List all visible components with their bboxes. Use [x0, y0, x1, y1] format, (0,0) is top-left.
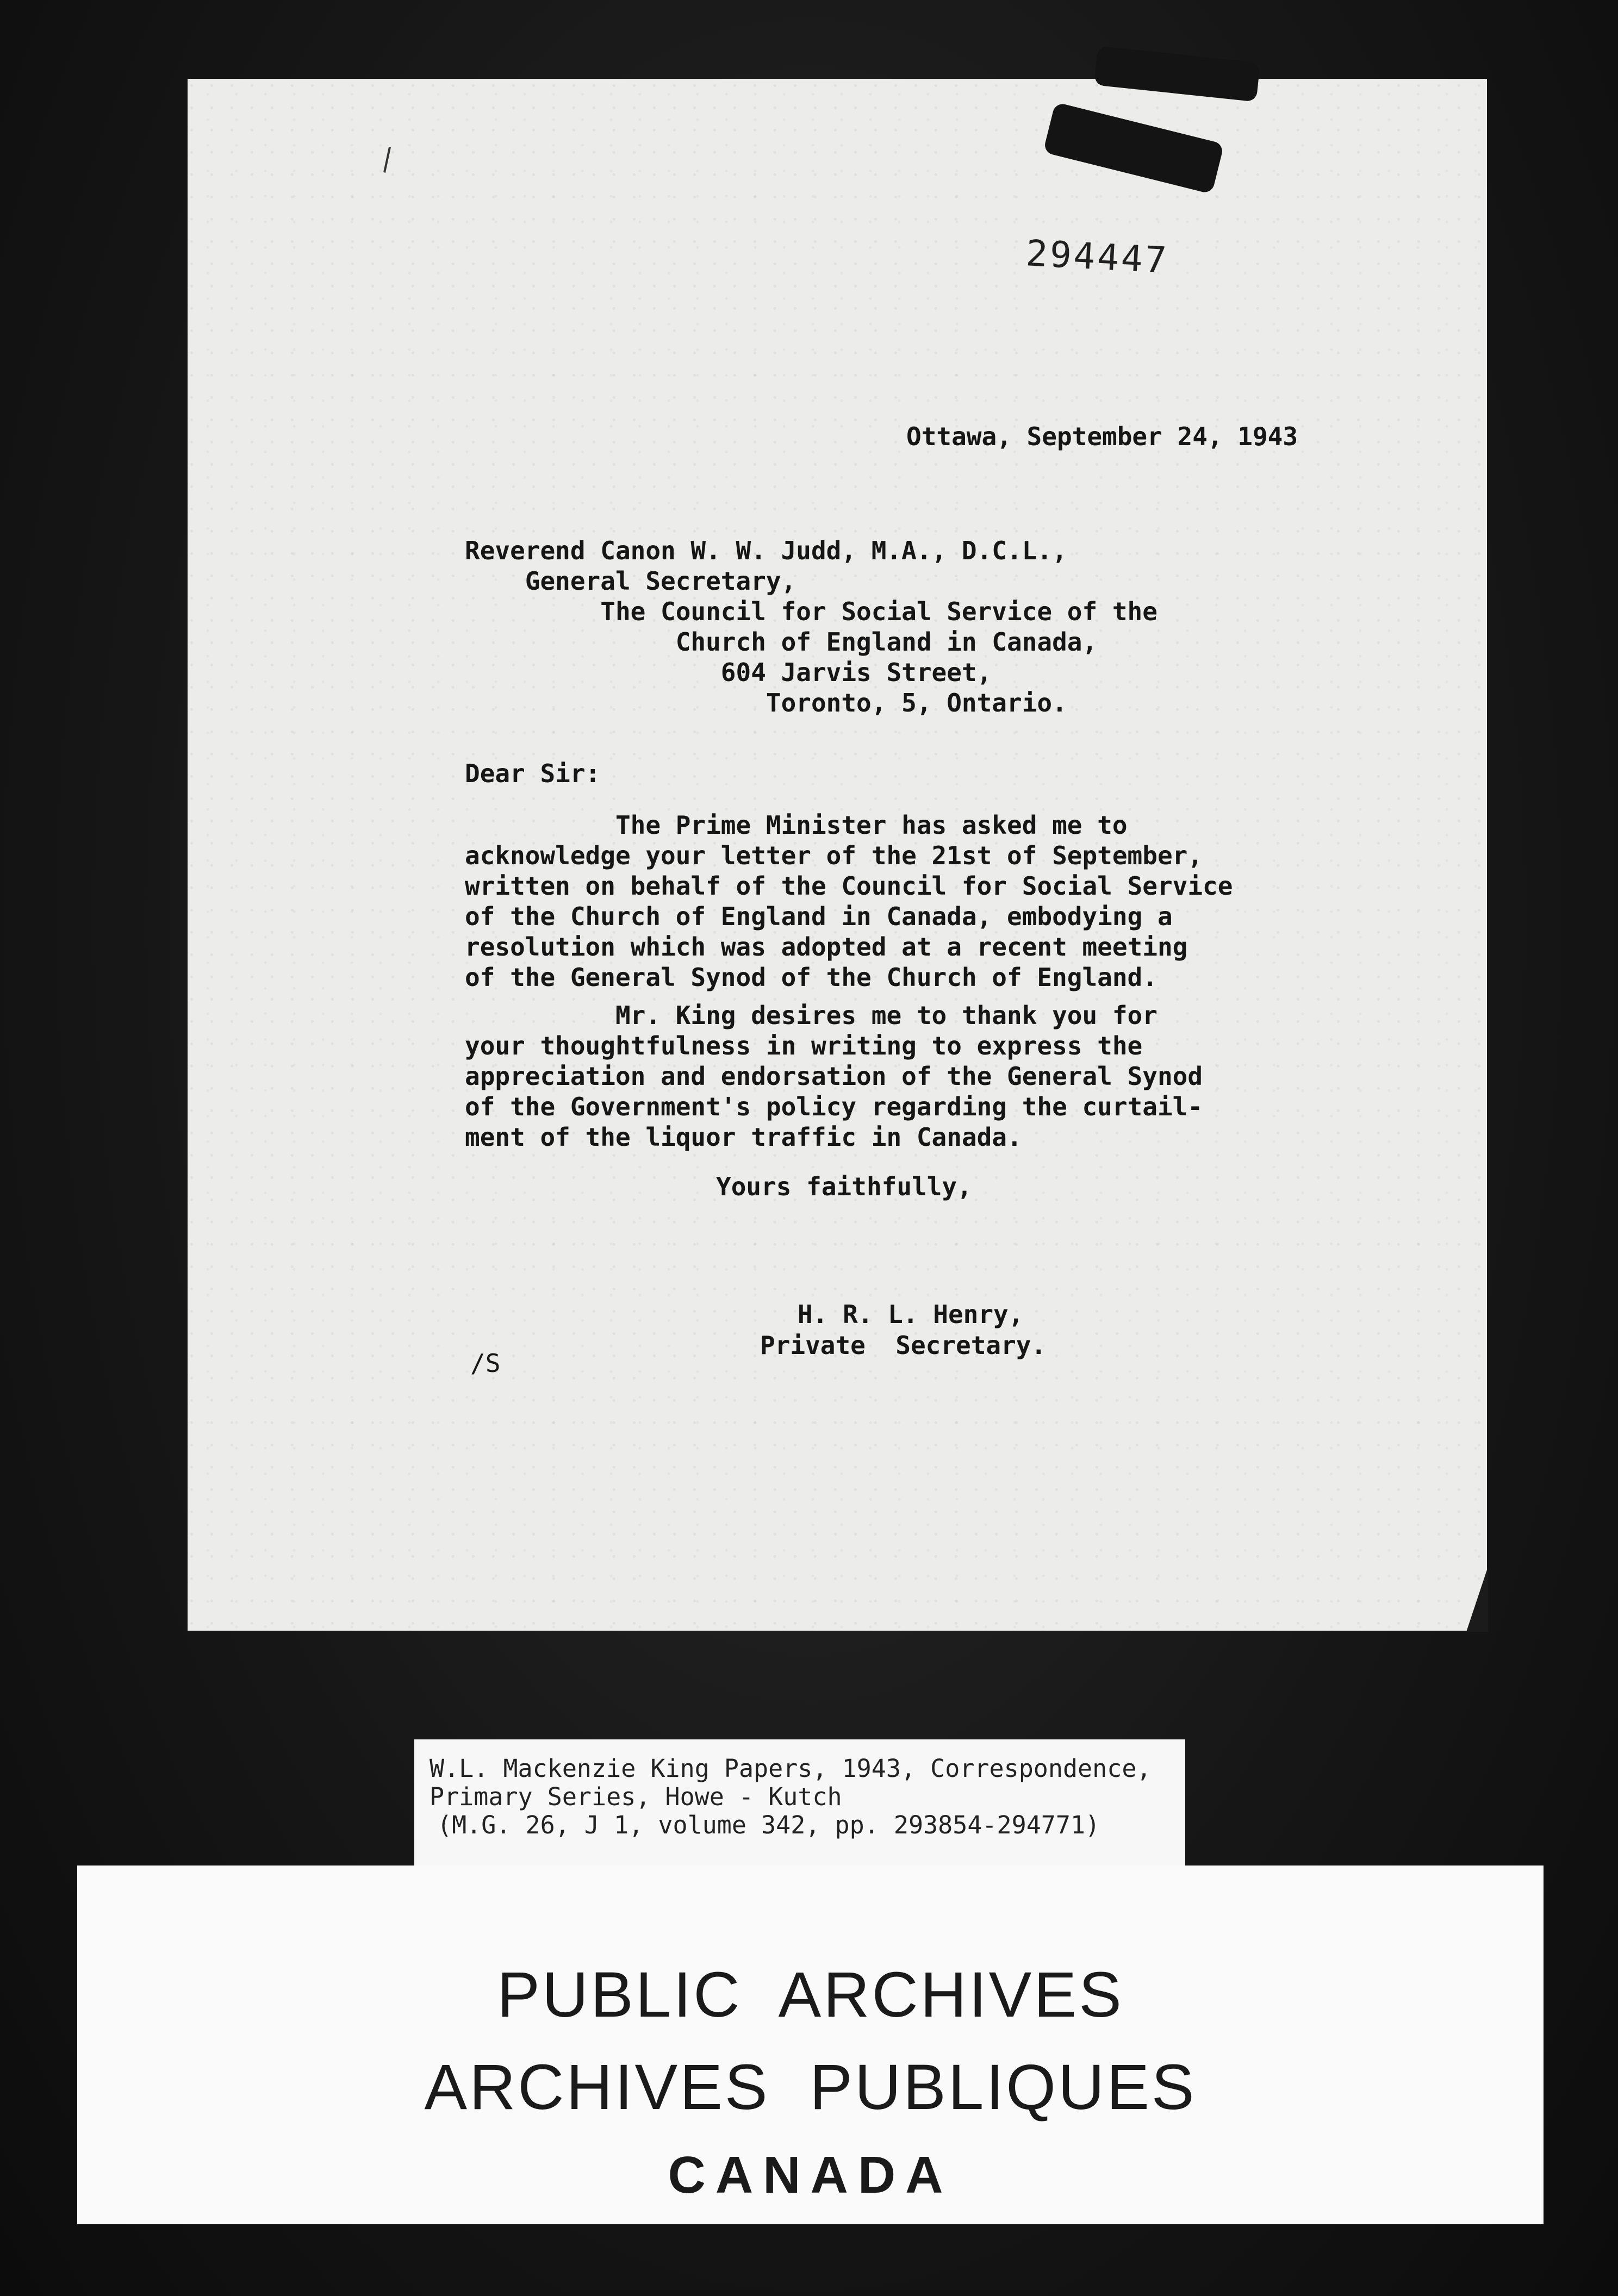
pencil-tick-mark: [383, 147, 391, 173]
address-line: 604 Jarvis Street,: [465, 658, 992, 687]
salutation: Dear Sir:: [465, 759, 601, 788]
archives-country: CANADA: [668, 2146, 953, 2204]
catalog-line: (M.G. 26, J 1, volume 342, pp. 293854-294771): [437, 1811, 1100, 1839]
folded-corner: [1466, 1567, 1488, 1632]
address-line: Reverend Canon W. W. Judd, M.A., D.C.L.,: [465, 536, 1067, 565]
document-number: 294447: [1025, 232, 1170, 282]
address-line: Church of England in Canada,: [465, 627, 1098, 657]
address-line: General Secretary,: [465, 566, 796, 596]
typist-initials: /S: [470, 1349, 501, 1378]
archives-title-french: ARCHIVES PUBLIQUES: [424, 2051, 1197, 2123]
address-line: The Council for Social Service of the: [465, 597, 1158, 626]
body-paragraph-1: The Prime Minister has asked me to acknowledge your letter of the 21st of September, written on behalf of the Council for Social Service of the Church of England in Canada, embodying a resolution which was adopted at a recent meeting of the General Synod of the Church of England.: [465, 810, 1233, 992]
signatory-name: H. R. L. Henry,: [798, 1300, 1024, 1329]
archives-title-english: PUBLIC ARCHIVES: [497, 1959, 1124, 2031]
signatory-title: Private Secretary.: [760, 1331, 1047, 1360]
archives-title-card: [77, 1866, 1544, 2224]
catalog-reference-slip: [414, 1739, 1185, 1867]
letter-date: Ottawa, September 24, 1943: [906, 422, 1298, 451]
catalog-line: Primary Series, Howe - Kutch: [430, 1782, 842, 1811]
catalog-line: W.L. Mackenzie King Papers, 1943, Correspondence,: [430, 1754, 1152, 1783]
letter-page: [188, 79, 1487, 1631]
address-line: Toronto, 5, Ontario.: [465, 688, 1067, 718]
closing: Yours faithfully,: [716, 1172, 972, 1201]
body-paragraph-2: Mr. King desires me to thank you for your thoughtfulness in writing to express the appreciation and endorsation of the General Synod of the Government's policy regarding the curtail- ment of the liquor traffic in Canada.: [465, 1001, 1203, 1152]
recipient-address: [465, 535, 1158, 718]
